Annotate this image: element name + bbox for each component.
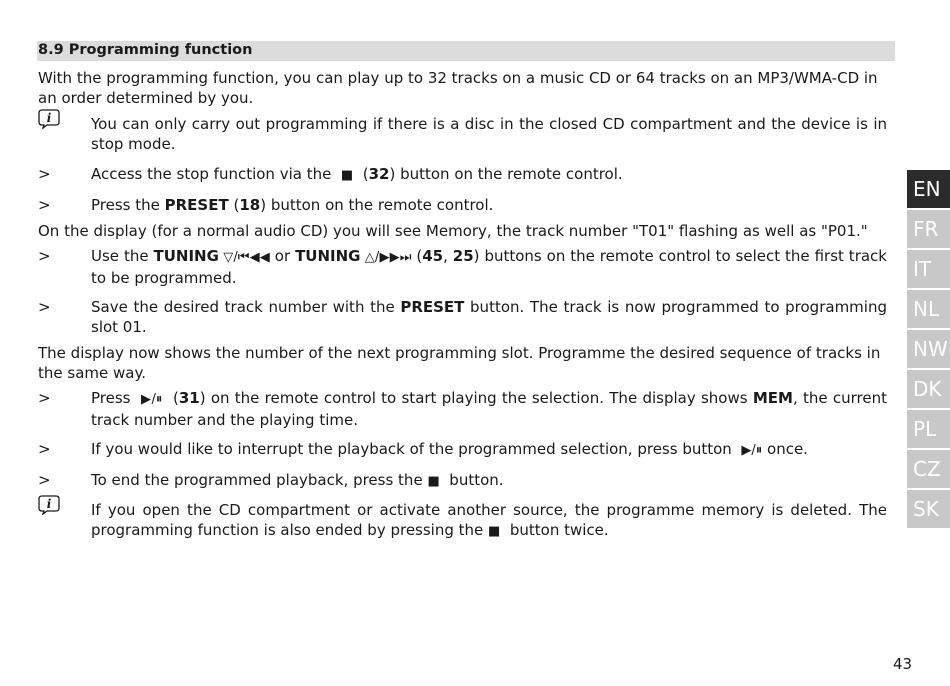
- play-pause-icon: ▶/⏸: [141, 392, 163, 407]
- page-number: 43: [893, 655, 913, 673]
- step-stop-function: Access the stop function via the ■ (32) button on the remote control.: [91, 165, 623, 183]
- step-arrow: >: [38, 440, 51, 458]
- info-icon: [38, 495, 60, 515]
- step-arrow: >: [38, 247, 51, 265]
- stop-icon: ■: [340, 168, 354, 183]
- lang-tab-pl[interactable]: PL: [907, 410, 950, 448]
- stop-icon: ■: [427, 474, 440, 489]
- info-icon: [38, 109, 60, 129]
- step-arrow: >: [38, 298, 51, 316]
- step-arrow: >: [38, 196, 51, 214]
- tuning-down-skip-back-icon: ▽/⏮◀◀: [218, 250, 270, 265]
- note-memory-deleted: If you open the CD compartment or activate another source, the programme memory is deleted. The programming function is also ended by pressing the ■ button twice.: [91, 501, 887, 539]
- lang-tab-nl[interactable]: NL: [907, 290, 950, 328]
- display-next-slot-paragraph: The display now shows the number of the next programming slot. Programme the desired sequence of tracks in the same way.: [38, 344, 881, 382]
- lang-tab-nw[interactable]: NW: [907, 330, 950, 368]
- step-press-preset: Press the PRESET (18) button on the remote control.: [91, 196, 494, 214]
- lang-tab-it[interactable]: IT: [907, 250, 950, 288]
- tuning-up-skip-forward-icon: △/▶▶⏭: [360, 250, 412, 265]
- lang-tab-en[interactable]: EN: [907, 170, 950, 208]
- step-arrow: >: [38, 165, 51, 183]
- note-programming-requirement: You can only carry out programming if there is a disc in the closed CD compartment and the device is in stop mode.: [91, 115, 887, 153]
- lang-tab-fr[interactable]: FR: [907, 210, 950, 248]
- play-pause-icon: ▶/⏸: [741, 443, 763, 458]
- step-arrow: >: [38, 471, 51, 489]
- step-arrow: >: [38, 389, 51, 407]
- lang-tab-dk[interactable]: DK: [907, 370, 950, 408]
- stop-icon: ■: [488, 524, 501, 539]
- step-save-track: Save the desired track number with the PRESET button. The track is now programmed to programming slot 01.: [91, 298, 887, 336]
- section-heading: 8.9 Programming function: [38, 42, 253, 58]
- svg-text:i: i: [46, 497, 52, 511]
- lang-tab-cz[interactable]: CZ: [907, 450, 950, 488]
- intro-paragraph: With the programming function, you can play up to 32 tracks on a music CD or 64 tracks on an MP3/WMA-CD in an order determined by you.: [38, 69, 878, 107]
- step-interrupt-playback: If you would like to interrupt the playback of the programmed selection, press button ▶/⏸ once.: [91, 440, 808, 458]
- step-end-playback: To end the programmed playback, press the ■ button.: [91, 471, 504, 489]
- step-start-playback: Press ▶/⏸ (31) on the remote control to start playing the selection. The display shows MEM, the current track number and the playing time.: [91, 389, 887, 429]
- svg-text:i: i: [46, 111, 52, 125]
- lang-tab-sk[interactable]: SK: [907, 490, 950, 528]
- display-memory-paragraph: On the display (for a normal audio CD) you will see Memory, the track number "T01" flashing as well as "P01.": [38, 222, 868, 240]
- step-select-track: Use the TUNING ▽/⏮◀◀ or TUNING △/▶▶⏭ (45, 25) buttons on the remote control to select the first track to be programmed.: [91, 247, 887, 287]
